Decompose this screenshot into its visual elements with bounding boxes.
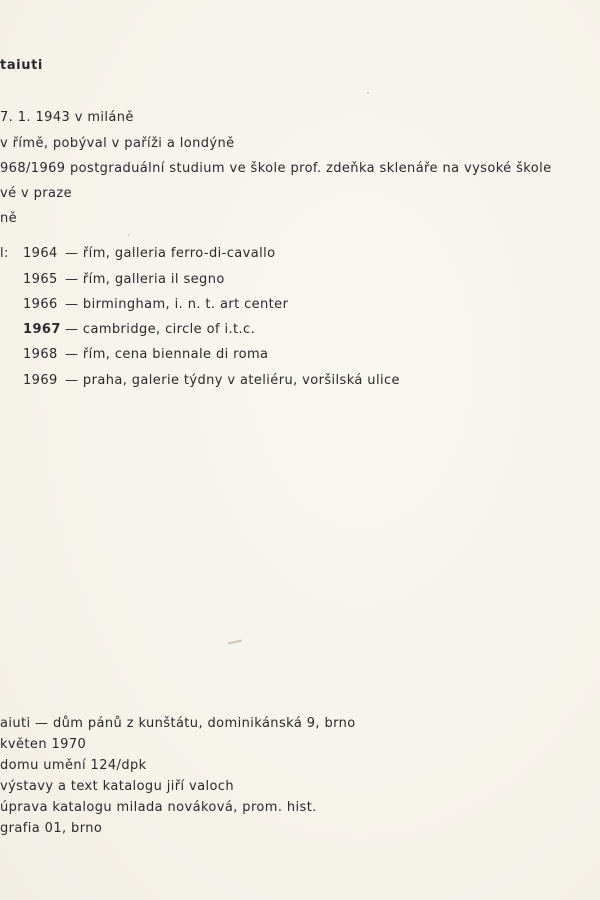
paper-speck xyxy=(128,234,130,236)
exhibition-year: 1964 xyxy=(23,246,58,261)
colophon-date: květen 1970 xyxy=(0,737,87,752)
bio-line-residence: v římě, pobýval v paříži a londýně xyxy=(0,136,235,151)
exhibition-year: 1967 xyxy=(23,322,61,337)
exhibition-venue: — birmingham, i. n. t. art center xyxy=(65,297,289,312)
colophon-publisher: domu umění 124/dpk xyxy=(0,758,147,773)
exhibition-venue: — řím, galleria ferro-di-cavallo xyxy=(65,246,276,261)
exhibition-venue: — řím, galleria il segno xyxy=(65,272,225,287)
exhibition-year: 1966 xyxy=(23,297,58,312)
exhibitions-label: l: xyxy=(0,246,9,261)
exhibition-venue: — řím, cena biennale di roma xyxy=(65,347,269,362)
colophon-curator: výstavy a text katalogu jiří valoch xyxy=(0,779,235,794)
bio-line-studies-cont: vé v praze xyxy=(0,186,73,201)
bio-line-studies: 968/1969 postgraduální studium ve škole prof. zdeňka sklenáře na vysoké škole xyxy=(0,161,552,176)
exhibition-year: 1968 xyxy=(23,347,58,362)
exhibition-venue: — praha, galerie týdny v ateliéru, voršilská ulice xyxy=(65,373,400,388)
artist-name-heading: taiuti xyxy=(0,58,43,73)
colophon-printer: grafia 01, brno xyxy=(0,821,103,836)
colophon-venue: aiuti — dům pánů z kunštátu, dominikánská 9, brno xyxy=(0,716,356,731)
bio-line-current: ně xyxy=(0,211,18,226)
bio-line-birth: 7. 1. 1943 v miláně xyxy=(0,110,134,125)
exhibition-year: 1965 xyxy=(23,272,58,287)
paper-speck xyxy=(367,92,369,94)
exhibition-venue: — cambridge, circle of i.t.c. xyxy=(65,322,256,337)
paper-speck xyxy=(228,640,242,645)
colophon-design: úprava katalogu milada nováková, prom. hist. xyxy=(0,800,317,815)
exhibition-year: 1969 xyxy=(23,373,58,388)
